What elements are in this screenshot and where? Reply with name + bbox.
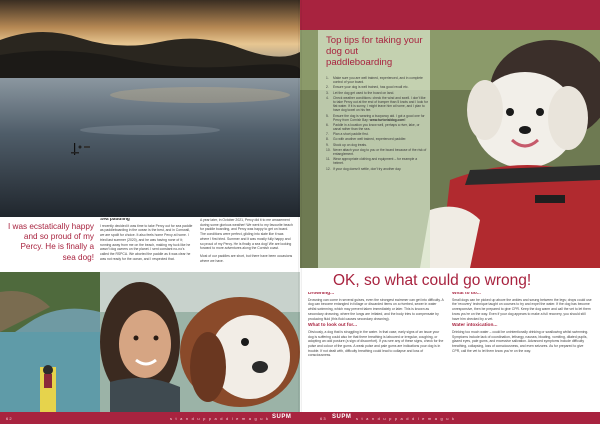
tip-item: 9. Stock up on dog treats.: [326, 142, 367, 147]
article-column-2: [200, 218, 293, 408]
footer-tagline: s t a n d u p p a d d l e m a g u k: [170, 415, 270, 421]
lake-paddleboard-photo: [0, 0, 300, 217]
tip-item: 4. Check weather conditions: check the wind and swell. I don't like to take Percy out at the end of bumper than 5 knots and I look for flat water. If it is sunny, I might leave him at home, and I plan to have dog towel on his fee.: [326, 95, 428, 113]
subheading: What to do...: [452, 292, 481, 296]
tip-item: 5. Ensure the dog is wearing a buoyancy aid. I got a good one for Percy from Cornish Bay: www.turtorialdog.com!: [326, 113, 425, 122]
tip-item: 12. If your dog doesn't settle, don't try another day.: [326, 166, 402, 171]
section-heading: Sea paddling: [100, 218, 130, 222]
tip-item: 2. Ensure your dog is well trained, has good recall etc.: [326, 85, 409, 90]
tip-item: 3. Let the dog get used to the board on land.: [326, 90, 395, 95]
pull-quote: I was ecstatically happy and so proud of my Percy. He is finally a sea dog!: [7, 222, 94, 262]
header-bar: [300, 0, 600, 30]
tip-item: 6. Paddle in a location you know well, perhaps a river, lake, or canal rather than the sea.: [326, 122, 420, 132]
tips-title: Top tips for taking your dog out paddleboarding: [326, 35, 423, 68]
tip-item: 10. Never attach your dog to you or the board because of the risk of entanglement.: [326, 147, 427, 157]
page-gutter: [298, 0, 302, 424]
section-title: OK, so what could go wrong!: [333, 272, 532, 289]
tip-item: 8. Go with another well trained, experienced paddler.: [326, 137, 407, 142]
tips-list: [326, 76, 428, 172]
footer-tagline: s t a n d u p p a d d l e m a g u k: [356, 415, 456, 421]
body-text: I recently decided it was time to take Percy out for sea paddle as paddleboarding in the ocean is the best, and in Cornwall, we are spoilt for choice. It also feels home Percy at home. I tried last summer (2020), and he was having none of it; running away from me on the beach, making my tuck like he wasn't dog owners on the planet. I sent constant no-no's called the RSPCA. We aborted the paddle as it was clear he was not ready for the ocean, and I respected that.: [100, 223, 193, 261]
subheading: What to look out for...: [308, 323, 358, 329]
article-column-1: [100, 218, 193, 408]
wrong-column-2: [452, 292, 592, 408]
subheading: Water intoxication...: [452, 323, 498, 329]
footer-bar-right: [300, 412, 600, 424]
subheading: Drowning...: [308, 292, 335, 296]
beach-kayak-photo: [0, 272, 100, 412]
body-text: A year later, in October 2021, Percy did it to me amazement during some glorious weather! We went to my favourite beach for paddle boarding, and Percy was happy to get on board. The conditions were perfect, gliding into slate like it was where I first tried. Summer and it was mostly fully happy and so proud of my Percy. He is finally a sea dog! We are looking forward to more adventures along the Cornish coast.: [200, 218, 293, 251]
body-text: Small dogs can be picked up above the ankles and swung between the legs; drops could use the 'recovery' technique taught on courses to try and expel the water. If the dog has become unresponsive, then be prepared to give CPR. Keep the dog warm and call the vet to let them know you're on the way. Even if your dog appears to make a full recovery, you should still have him checked by a vet.: [452, 297, 592, 321]
body-text: Most of our paddles are short, but there have been occasions where we have.: [200, 253, 293, 263]
page-number: 63: [320, 415, 327, 421]
footer-brand-logo: SUPM: [272, 414, 292, 420]
tip-link[interactable]: www.turtorialdog.com!: [369, 117, 406, 122]
body-text: Obviously, a dog that is struggling in the water. In that case, early signs of an issue your dog is suffering could also be that there breathing is laboured or irregular, coughing, or adopting an odd posture (a sign of discomfort). If you see any of these signs, check for the pulse and colour of the gums. A weak pulse and pale gums are indications your dog is in trouble. If not dealt with, difficulty breathing could lead to collapse and loss of consciousness.: [308, 329, 444, 358]
body-text: Drowning can come in several guises, even the strongest swimmer can get into difficulty. A dog can become entangled in foliage or discarded items on a riverbed, sewer in water whilst swimming, which may prevent taken immediately or later. This is known as secondary drowning, where the lungs are irritated, and the body tries to compensate by producing fluid (this fluid causes secondary drowning).: [308, 297, 444, 321]
tip-item: 11. Wear appropriate clothing and equipment – for example a helmet.: [326, 157, 418, 166]
footer-bar-left: [0, 412, 300, 424]
footer-brand-logo: SUPM: [332, 414, 352, 420]
page-number: 62: [6, 415, 13, 421]
tip-item: 7. Plan a short paddle first.: [326, 132, 369, 137]
body-text: Drinking too much water – could be unintentionally drinking or swallowing whilst swimming. Symptoms include lack of coordination, lethargy, nausea, bloating, vomiting, dilated pupils, glazed eyes, pale gums, and excessive salivation. Advanced symptoms include difficulty breathing, collapsing, loss of consciousness, and even seizures. As for prepared to give CPR, call the vet to let them know you're on the way.: [452, 329, 589, 353]
wrong-column-1: [308, 292, 445, 408]
tip-item: 1. Make sure you are well trained, experienced, and in complete control of your board.: [326, 76, 423, 85]
